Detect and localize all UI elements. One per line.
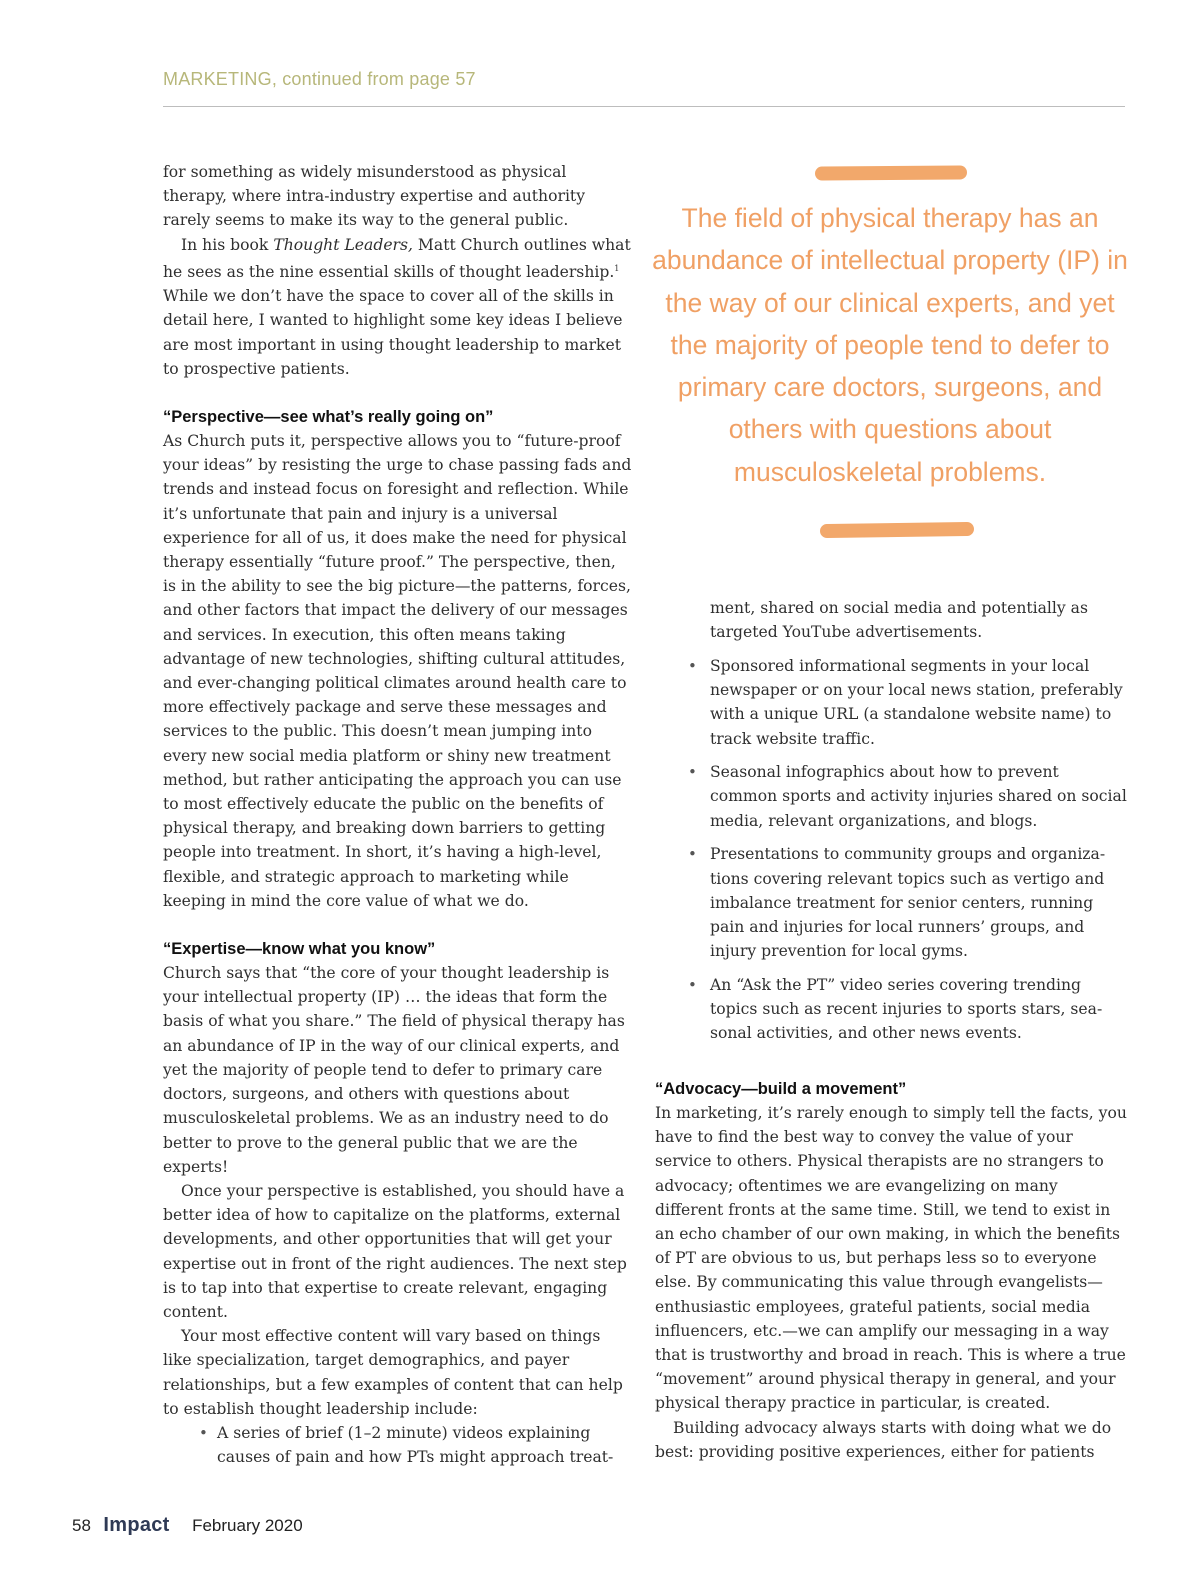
publication-logo: Impact: [103, 1514, 170, 1536]
bullet-icon: •: [688, 975, 697, 994]
list-item-text: Presentations to community groups and organizations covering relevant topics such as vertigo and imbalance treatment for senior centers, running pain and injuries for local runners’ groups, and injury prevention for local gyms.: [710, 845, 1106, 961]
content-list: [655, 654, 1127, 1046]
content-list: [163, 1421, 633, 1469]
section-label: MARKETING: [163, 69, 272, 89]
page-footer: [72, 1514, 303, 1537]
footnote-marker: 1: [614, 263, 620, 273]
pull-quote-text: The field of physical therapy has an abundance of intellectual property (IP) in the way of our clinical experts, and yet the majority of people tend to defer to primary care doctors, surgeons, and others with questions about musculoskeletal problems.: [652, 203, 1128, 487]
text-run: In his book: [181, 235, 274, 254]
right-column: [655, 596, 1127, 1464]
issue-date: February 2020: [192, 1516, 303, 1535]
list-item-text: Seasonal infographics about how to prevent common sports and activity injuries shared on social media, relevant organizations, and blogs.: [710, 763, 1127, 830]
page-number: 58: [72, 1516, 91, 1535]
paragraph: [163, 233, 633, 381]
section-heading: “Perspective—see what’s really going on”: [163, 408, 494, 427]
paragraph: In marketing, it’s rarely enough to simply tell the facts, you have to find the best way to convey the value of your service to others. Physical therapists are no strangers to advocacy; oftentimes we are evangelizing on many different fronts at the same time. Still, we tend to exist in an echo chamber of our own making, in which the benefits of PT are obvious to us, but perhaps less so to everyone else. By communicating this value through evangelists—enthusiastic employees, grateful patients, social media influencers, etc.—we can amplify our messaging in a way that is trustworthy and broad in reach. This is where a true “movement” around physical therapy in general, and your physical therapy practice in particular, is created.: [655, 1103, 1127, 1413]
list-item: [655, 973, 1127, 1046]
bullet-icon: •: [688, 763, 697, 782]
section-heading: “Advocacy—build a movement”: [655, 1079, 907, 1098]
pull-quote-stroke-top: [815, 165, 967, 180]
paragraph: ment, shared on social media and potentially as targeted YouTube advertisements.: [710, 599, 1088, 642]
list-item: [655, 654, 1127, 751]
header-rule: [163, 106, 1125, 107]
text-run: While we don’t have the space to cover all of the skills in detail here, I wanted to highlight some key ideas I believe are most important in using thought leadership to market to prospective patients.: [163, 287, 623, 378]
running-head: [163, 69, 476, 90]
paragraph: for something as widely misunderstood as physical therapy, where intra-industry expertise and authority rarely seems to make its way to the general public.: [163, 163, 586, 230]
section-heading: “Expertise—know what you know”: [163, 940, 436, 959]
left-column: [163, 160, 633, 1469]
paragraph: Once your perspective is established, you should have a better idea of how to capitalize on the platforms, external developments, and other opportunities that will get your expertise out in front of the right audiences. The next step is to tap into that expertise to create relevant, engaging content.: [163, 1181, 627, 1321]
paragraph: As Church puts it, perspective allows you to “future-proof your ideas” by resisting the urge to chase passing fads and trends and instead focus on foresight and reflection. While it’s unfortunate that pain and injury is a universal experience for all of us, it does make the need for physical therapy essentially “future proof.” The perspective, then, is in the ability to see the big picture—the patterns, forces, and other factors that impact the delivery of our messages and services. In execution, this often means taking advantage of new technologies, shifting cultural attitudes, and ever-changing political climates around health care to more effectively package and serve these messages and services to the public. This doesn’t mean jumping into every new social media platform or shiny new treatment method, but rather anticipating the approach you can use to most effectively educate the public on the benefits of physical therapy, and breaking down barriers to getting people into treatment. In short, it’s having a high-level, flexible, and strategic approach to marketing while keeping in mind the core value of what we do.: [163, 432, 632, 910]
list-item: [655, 842, 1127, 963]
bullet-icon: •: [199, 1423, 208, 1442]
list-item-text: An “Ask the PT” video series covering trending topics such as recent injuries to sports stars, seasonal activities, and other news events.: [710, 975, 1103, 1043]
paragraph: Your most effective content will vary based on things like specialization, target demographics, and payer relationships, but a few examples of content that can help to establish thought leadership include:: [163, 1327, 623, 1418]
continued-label: , continued from page 57: [271, 69, 476, 89]
bullet-icon: •: [688, 656, 697, 675]
list-item: [655, 760, 1127, 833]
book-title: Thought Leaders,: [273, 235, 413, 254]
paragraph: Church says that “the core of your thought leadership is your intellectual property (IP) … the ideas that form the basis of what you share.” The field of physical therapy has an abundance of IP in the way of our clinical experts, and yet the majority of people tend to defer to primary care doctors, surgeons, and others with questions about musculoskeletal problems. We as an industry need to do better to prove to the general public that we are the experts!: [163, 964, 625, 1176]
paragraph: Building advocacy always starts with doing what we do best: providing positive experiences, either for patients: [655, 1418, 1112, 1461]
list-item: [163, 1421, 633, 1469]
bullet-icon: •: [688, 845, 697, 864]
list-item-text: A series of brief (1–2 minute) videos explaining causes of pain and how PTs might approach treat-: [217, 1423, 614, 1467]
list-item-text: Sponsored informational segments in your local newspaper or on your local news station, preferably with a unique URL (a standalone website name) to track website traffic.: [710, 656, 1123, 748]
text-run: Matt Church outlines what he sees as the nine essential skills of thought leadership.: [163, 235, 631, 281]
pull-quote-stroke-bottom: [820, 522, 974, 538]
